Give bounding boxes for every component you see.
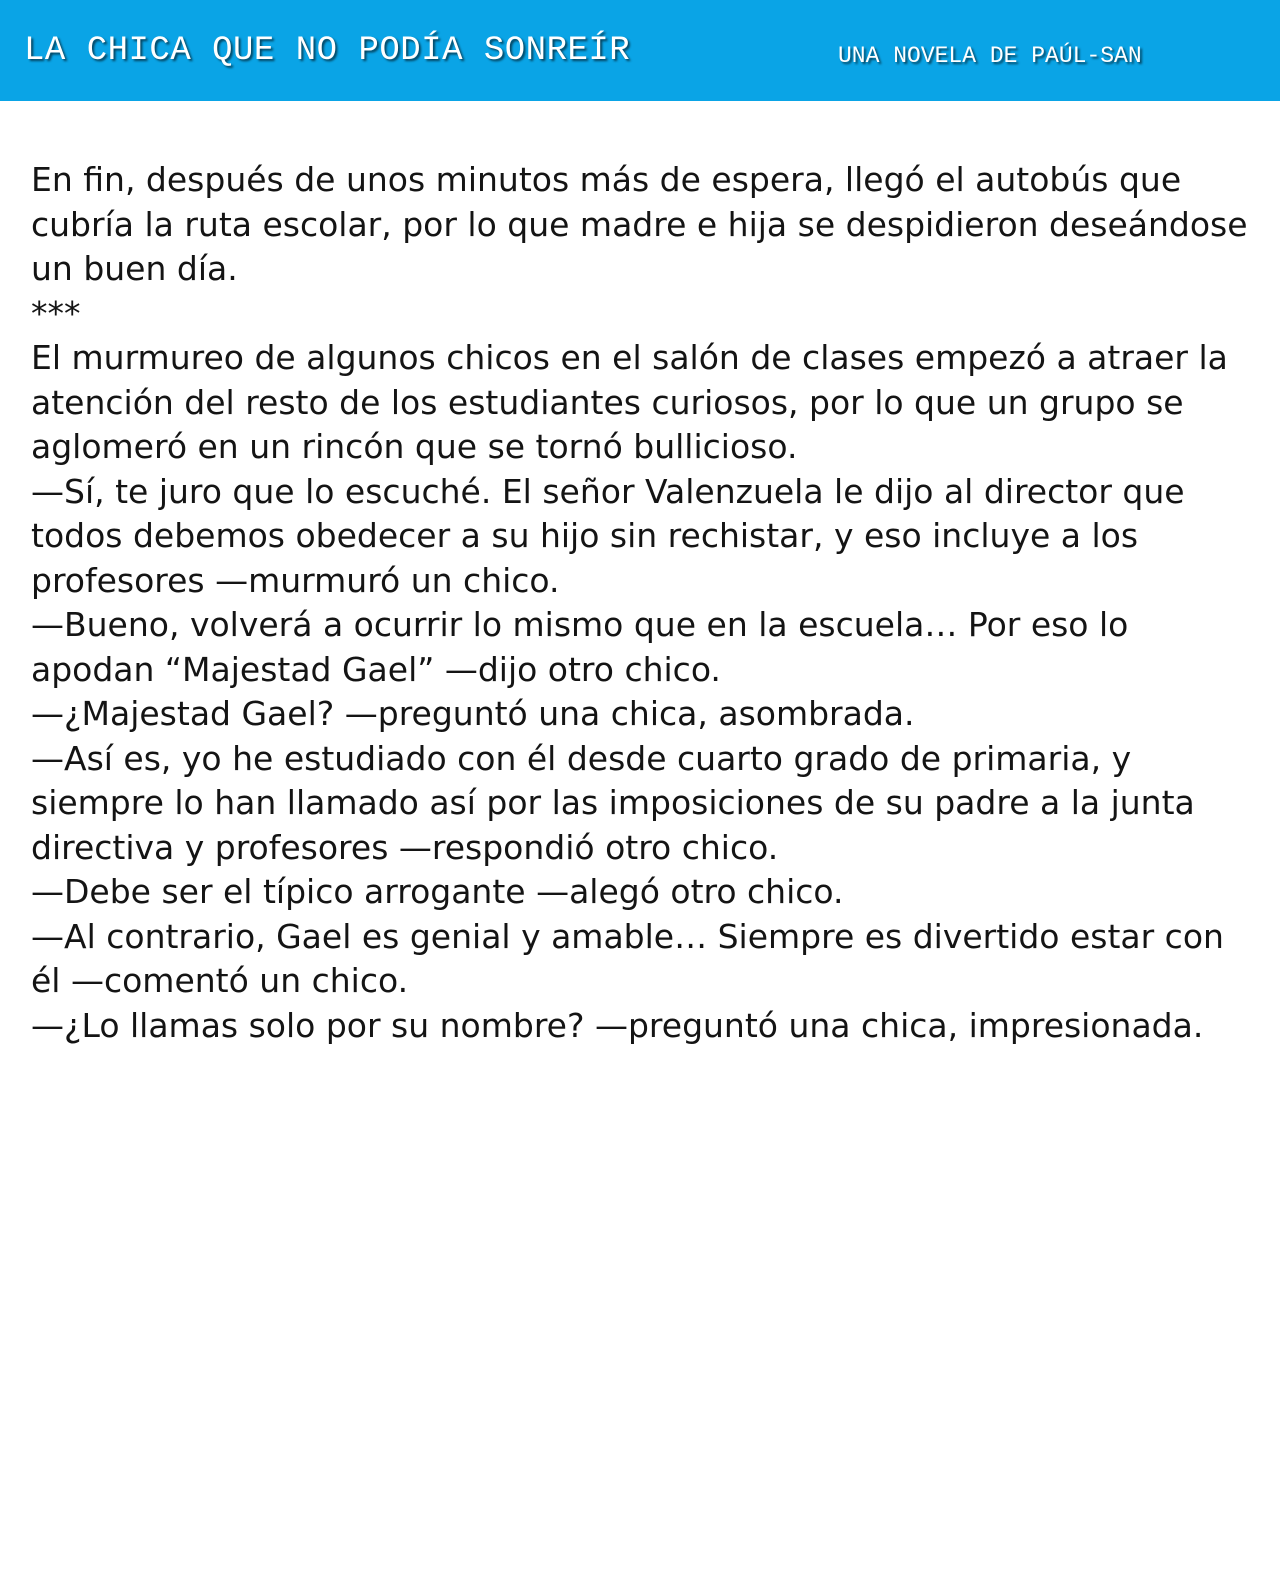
dialog-line: —Al contrario, Gael es genial y amable… Siempre es divertido estar con él —comentó un chico. xyxy=(31,916,1224,1000)
dialog-line: —¿Lo llamas solo por su nombre? —preguntó una chica, impresionada. xyxy=(31,1005,1204,1045)
dialog-line: —Sí, te juro que lo escuché. El señor Valenzuela le dijo al director que todos debemos obedecer a su hijo sin rechistar, y eso incluye a los profesores —murmuró un chico. xyxy=(31,471,1185,600)
dialog-line: —Así es, yo he estudiado con él desde cuarto grado de primaria, y siempre lo han llamado así por las imposiciones de su padre a la junta directiva y profesores —respondió otro chico. xyxy=(31,738,1195,867)
dialog-line: —Bueno, volverá a ocurrir lo mismo que en la escuela… Por eso lo apodan “Majestad Gael” —dijo otro chico. xyxy=(31,605,1129,689)
book-author-subtitle: UNA NOVELA DE PAÚL-SAN xyxy=(838,43,1142,69)
page-header xyxy=(0,0,1280,101)
dialog-line: —¿Majestad Gael? —preguntó una chica, asombrada. xyxy=(31,694,915,733)
paragraph: El murmureo de algunos chicos en el salón de clases empezó a atraer la atención del resto de los estudiantes curiosos, por lo que un grupo se aglomeró en un rincón que se tornó bullicioso. xyxy=(31,338,1228,466)
dialog-line: —Debe ser el típico arrogante —alegó otro chico. xyxy=(31,872,844,911)
scene-separator: *** xyxy=(31,293,81,333)
novel-text xyxy=(31,158,1256,1048)
book-title: LA CHICA QUE NO PODÍA SONREÍR xyxy=(24,32,631,70)
paragraph: En fin, después de unos minutos más de espera, llegó el autobús que cubría la ruta escolar, por lo que madre e hija se despidieron deseándose un buen día. xyxy=(31,160,1248,288)
